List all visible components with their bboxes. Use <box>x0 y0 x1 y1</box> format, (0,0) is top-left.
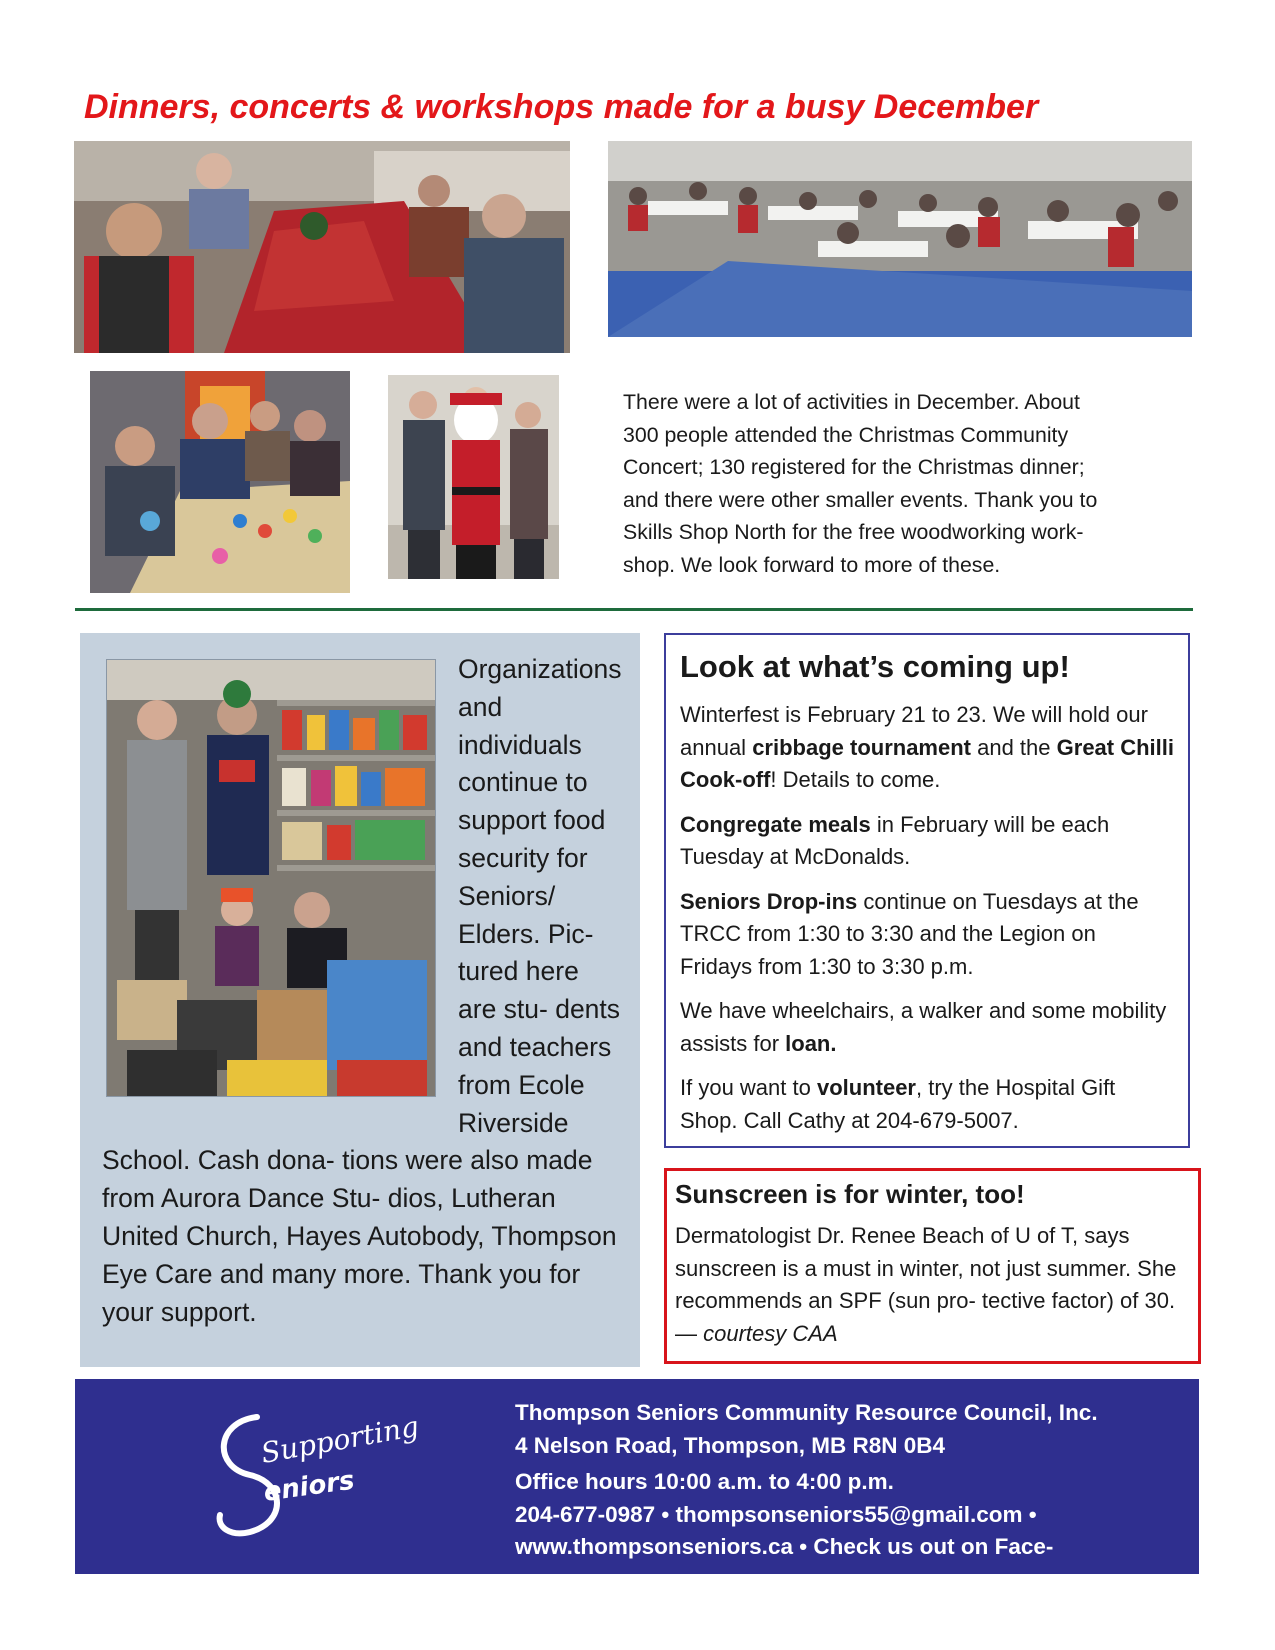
svg-text:Supporting: Supporting <box>258 1409 422 1470</box>
winterfest-item: Winterfest is February 21 to 23. We will hold our annual cribbage tournament and the Great Chilli Cook-off! Details to come. <box>680 702 1174 792</box>
dinner-table-photo <box>74 141 570 353</box>
footer-website[interactable]: www.thompsonseniors.ca • Check us out on Face- <box>515 1534 1054 1559</box>
sunscreen-body: Dermatologist Dr. Renee Beach of U of T, says sunscreen is a must in winter, not just summer. She recommends an SPF (sun pro- tective factor) of 30. — courtesy CAA <box>675 1223 1177 1346</box>
food-bank-photo <box>106 659 436 1097</box>
section-divider <box>75 608 1193 611</box>
loan-item: We have wheelchairs, a walker and some mobility assists for loan. <box>680 998 1167 1056</box>
dropins-item: Seniors Drop-ins continue on Tuesdays at the TRCC from 1:30 to 3:30 and the Legion on Fridays from 1:30 to 3:30 p.m. <box>680 888 1139 979</box>
footer-hours: Office hours 10:00 a.m. to 4:00 p.m. <box>515 1469 894 1494</box>
meals-item: Congregate meals in February will be each Tuesday at McDonalds. <box>680 811 1110 869</box>
footer-contact <box>515 1397 1195 1564</box>
santa-photo <box>388 375 559 579</box>
coming-up-box <box>664 633 1190 1148</box>
sunscreen-credit: courtesy CAA <box>703 1320 838 1346</box>
gym-dinner-photo <box>608 141 1192 337</box>
footer <box>75 1379 1199 1574</box>
footer-address: 4 Nelson Road, Thompson, MB R8N 0B4 <box>515 1432 946 1458</box>
headline: Dinners, concerts & workshops made for a busy December <box>84 88 1039 126</box>
food-security-lead: Organizations and individuals continue to support food security for Seniors/ Elders. Pic- tured here are stu- dents and teachers from Ecole Riverside School. Cash dona- tions were also made from Aurora Dance Stu- dios, Lutheran United Church, Hayes Autobody, Thompson Eye Care and many more. Thank you for your support. <box>102 654 622 1327</box>
sunscreen-box <box>664 1168 1201 1364</box>
food-security-text <box>102 651 624 1331</box>
food-security-box <box>80 633 640 1367</box>
svg-text:eniors: eniors <box>261 1465 357 1508</box>
supporting-seniors-logo <box>195 1397 422 1547</box>
footer-org: Thompson Seniors Community Resource Council, Inc. <box>515 1400 1098 1425</box>
sunscreen-title: Sunscreen is for winter, too! <box>675 1179 1025 1209</box>
intro-text: There were a lot of activities in December. About 300 people attended the Christmas Community Concert; 130 registered for the Christmas dinner; and there were other smaller events. Thank you to Skills Shop North for the free woodworking work- shop. We look forward to more of these. <box>623 390 1098 577</box>
volunteer-item: If you want to volunteer, try the Hospital Gift Shop. Call Cathy at 204-679-5007. <box>680 1075 1116 1133</box>
coming-up-title: Look at what’s coming up! <box>680 649 1070 684</box>
footer-phone-email[interactable]: 204-677-0987 • thompsonseniors55@gmail.com • <box>515 1501 1037 1527</box>
workshop-photo <box>90 371 350 593</box>
